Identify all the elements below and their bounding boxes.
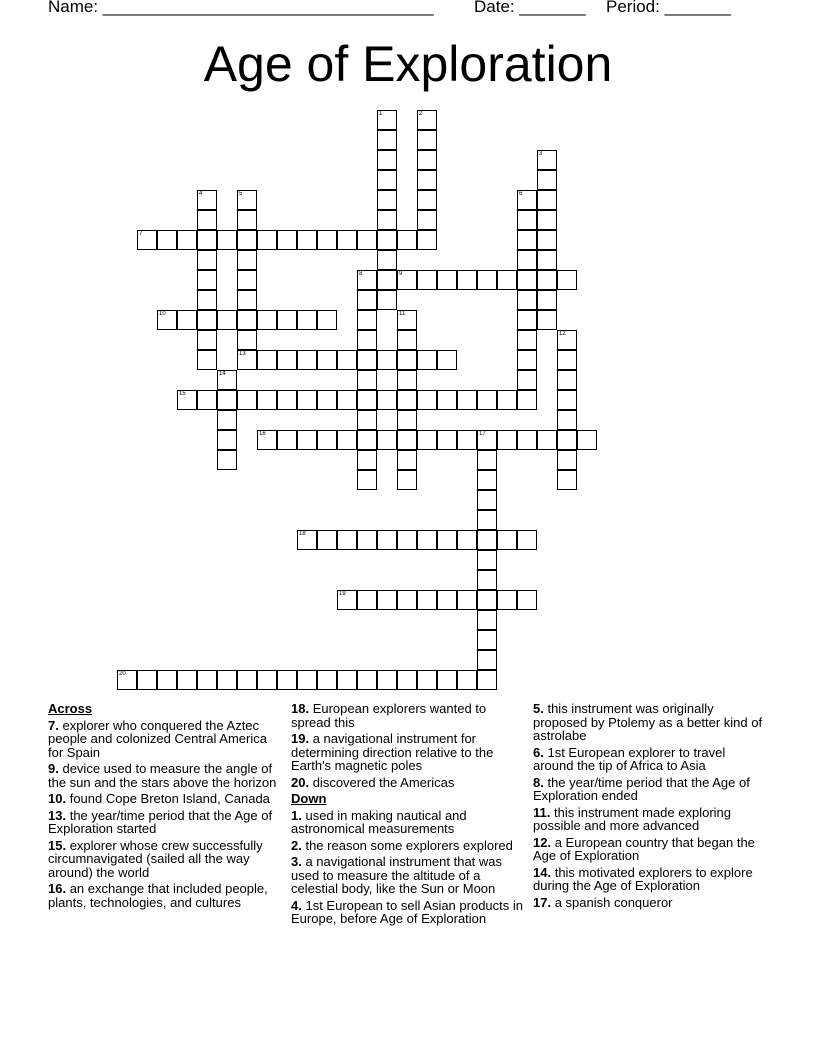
clue-down-8 [533,776,769,803]
grid-cell[interactable] [317,430,337,450]
grid-cell[interactable] [277,430,297,450]
grid-cell[interactable] [157,670,177,690]
grid-cell[interactable] [537,290,557,310]
grid-cell[interactable] [477,530,497,550]
grid-cell[interactable] [357,330,377,350]
grid-cell[interactable] [417,110,437,130]
name-field[interactable]: Name: ___________________________________ [48,0,434,16]
cell-number: 17 [479,431,486,437]
grid-cell[interactable] [497,390,517,410]
clue-text: used in making nautical and astronomical measurements [291,807,467,836]
grid-cell[interactable] [457,590,477,610]
grid-cell[interactable] [377,390,397,410]
grid-cell[interactable] [257,390,277,410]
grid-cell[interactable] [477,510,497,530]
grid-cell[interactable] [457,430,477,450]
grid-cell[interactable] [257,230,277,250]
clue-number: 1. [291,807,302,823]
grid-cell[interactable] [537,430,557,450]
puzzle-title: Age of Exploration [203,36,613,92]
grid-cell[interactable] [417,590,437,610]
clue-down-14 [533,866,769,893]
grid-cell[interactable] [357,270,377,290]
grid-cell[interactable] [417,670,437,690]
clue-across-19 [291,732,523,773]
clue-across-9 [48,762,284,789]
grid-cell[interactable] [317,530,337,550]
cell-number: 19 [339,591,346,597]
clue-text: device used to measure the angle of the sun and the stars above the horizon [48,761,277,790]
grid-cell[interactable] [217,310,237,330]
grid-cell[interactable] [417,230,437,250]
clue-text: an exchange that included people, plants, technologies, and cultures [48,881,268,910]
grid-cell[interactable] [357,350,377,370]
grid-cell[interactable] [237,390,257,410]
grid-cell[interactable] [277,230,297,250]
clue-text: a navigational instrument for determining direction relative to the Earth's magnetic poles [291,731,494,773]
grid-cell[interactable] [397,470,417,490]
grid-cell[interactable] [557,370,577,390]
grid-cell[interactable] [517,190,537,210]
grid-cell[interactable] [417,190,437,210]
grid-cell[interactable] [417,350,437,370]
grid-cell[interactable] [257,430,277,450]
grid-cell[interactable] [437,390,457,410]
grid-cell[interactable] [177,670,197,690]
grid-cell[interactable] [537,230,557,250]
grid-cell[interactable] [337,670,357,690]
clue-text: 1st European to sell Asian products in Europe, before Age of Exploration [291,897,523,926]
grid-cell[interactable] [557,350,577,370]
clue-down-12 [533,836,769,863]
grid-cell[interactable] [377,130,397,150]
grid-cell[interactable] [377,290,397,310]
clue-number: 16. [48,881,67,896]
grid-cell[interactable] [237,270,257,290]
grid-cell[interactable] [277,350,297,370]
grid-cell[interactable] [297,670,317,690]
grid-cell[interactable] [517,530,537,550]
grid-cell[interactable] [517,370,537,390]
clue-text: this instrument made exploring possible and more advanced [533,804,732,833]
clue-number: 18. [291,701,310,716]
grid-cell[interactable] [317,230,337,250]
grid-cell[interactable] [437,270,457,290]
grid-cell[interactable] [197,290,217,310]
cell-number: 11 [399,311,406,317]
clue-number: 7. [48,717,59,733]
grid-cell[interactable] [357,310,377,330]
grid-cell[interactable] [277,390,297,410]
clue-number: 17. [533,894,552,910]
clue-column-left [48,702,284,912]
clue-number: 10. [48,791,67,806]
grid-cell[interactable] [197,250,217,270]
clue-down-1 [291,809,523,836]
grid-cell[interactable] [377,430,397,450]
grid-cell[interactable] [317,390,337,410]
cell-number: 18 [299,531,306,537]
grid-cell[interactable] [217,370,237,390]
grid-cell[interactable] [197,230,217,250]
grid-cell[interactable] [177,230,197,250]
clue-text: the year/time period that the Age of Exploration started [48,807,273,836]
grid-cell[interactable] [217,390,237,410]
cell-number: 9 [399,271,403,277]
grid-cell[interactable] [457,530,477,550]
cell-number: 8 [359,271,363,277]
clue-down-4 [291,899,523,926]
cell-number: 2 [419,111,423,117]
grid-cell[interactable] [337,230,357,250]
grid-cell[interactable] [217,410,237,430]
grid-cell[interactable] [337,390,357,410]
grid-cell[interactable] [537,250,557,270]
clue-number: 2. [291,837,302,853]
grid-cell[interactable] [297,350,317,370]
grid-cell[interactable] [477,490,497,510]
cell-number: 13 [239,351,246,357]
grid-cell[interactable] [457,270,477,290]
grid-cell[interactable] [477,430,497,450]
grid-cell[interactable] [397,270,417,290]
grid-cell[interactable] [437,350,457,370]
clue-column-middle [291,702,523,929]
grid-cell[interactable] [557,450,577,470]
grid-cell[interactable] [377,170,397,190]
grid-cell[interactable] [517,270,537,290]
grid-cell[interactable] [477,470,497,490]
clue-text: found Cope Breton Island, Canada [69,791,270,806]
clue-down-3 [291,855,523,896]
grid-cell[interactable] [377,250,397,270]
grid-cell[interactable] [357,450,377,470]
grid-cell[interactable] [537,150,557,170]
grid-cell[interactable] [397,590,417,610]
grid-cell[interactable] [477,630,497,650]
clue-number: 9. [48,761,59,776]
clue-text: European explorers wanted to spread this [291,701,487,730]
grid-cell[interactable] [277,670,297,690]
grid-cell[interactable] [357,410,377,430]
clue-text: this motivated explorers to explore during the Age of Exploration [533,864,753,893]
grid-cell[interactable] [517,390,537,410]
clue-number: 13. [48,807,67,823]
grid-cell[interactable] [237,190,257,210]
grid-cell[interactable] [357,470,377,490]
grid-cell[interactable] [437,530,457,550]
grid-cell[interactable] [477,390,497,410]
period-field[interactable]: Period: _______ [606,0,731,16]
grid-cell[interactable] [557,330,577,350]
grid-cell[interactable] [197,350,217,370]
grid-cell[interactable] [357,390,377,410]
grid-cell[interactable] [117,670,137,690]
grid-cell[interactable] [357,370,377,390]
grid-cell[interactable] [177,310,197,330]
cell-number: 1 [379,111,383,117]
grid-cell[interactable] [537,190,557,210]
grid-cell[interactable] [157,310,177,330]
grid-cell[interactable] [477,590,497,610]
grid-cell[interactable] [397,350,417,370]
clue-number: 14. [533,864,552,880]
clue-down-5 [533,702,769,743]
grid-cell[interactable] [377,530,397,550]
grid-cell[interactable] [197,210,217,230]
grid-cell[interactable] [237,290,257,310]
clue-text: a spanish conqueror [554,894,673,910]
grid-cell[interactable] [377,110,397,130]
grid-cell[interactable] [437,590,457,610]
grid-cell[interactable] [197,390,217,410]
grid-cell[interactable] [397,310,417,330]
grid-cell[interactable] [537,310,557,330]
clue-number: 15. [48,837,67,853]
grid-cell[interactable] [457,390,477,410]
grid-cell[interactable] [277,310,297,330]
grid-cell[interactable] [237,330,257,350]
grid-cell[interactable] [217,450,237,470]
grid-cell[interactable] [357,670,377,690]
clue-text: 1st European explorer to travel around the tip of Africa to Asia [533,744,726,773]
grid-cell[interactable] [417,210,437,230]
grid-cell[interactable] [397,230,417,250]
grid-cell[interactable] [217,670,237,690]
grid-cell[interactable] [377,670,397,690]
grid-cell[interactable] [517,350,537,370]
grid-cell[interactable] [397,530,417,550]
clue-down-6 [533,746,769,773]
grid-cell[interactable] [357,430,377,450]
grid-cell[interactable] [417,390,437,410]
grid-cell[interactable] [237,250,257,270]
grid-cell[interactable] [577,430,597,450]
grid-cell[interactable] [557,470,577,490]
grid-cell[interactable] [557,270,577,290]
grid-cell[interactable] [377,230,397,250]
grid-cell[interactable] [377,270,397,290]
grid-cell[interactable] [437,430,457,450]
grid-cell[interactable] [337,530,357,550]
grid-cell[interactable] [417,430,437,450]
clue-number: 6. [533,744,544,760]
clue-across-16 [48,882,284,909]
grid-cell[interactable] [517,250,537,270]
clue-across-10 [48,792,284,806]
grid-cell[interactable] [517,430,537,450]
cell-number: 12 [559,331,566,337]
grid-cell[interactable] [297,530,317,550]
grid-cell[interactable] [537,270,557,290]
cell-number: 20 [119,671,126,677]
grid-cell[interactable] [237,310,257,330]
date-field[interactable]: Date: _______ [474,0,586,16]
grid-cell[interactable] [337,430,357,450]
grid-cell[interactable] [197,310,217,330]
grid-cell[interactable] [397,430,417,450]
grid-cell[interactable] [497,270,517,290]
grid-cell[interactable] [477,650,497,670]
grid-cell[interactable] [377,210,397,230]
clue-across-20 [291,776,523,790]
grid-cell[interactable] [297,230,317,250]
grid-cell[interactable] [297,310,317,330]
grid-cell[interactable] [217,430,237,450]
grid-cell[interactable] [417,130,437,150]
grid-cell[interactable] [537,170,557,190]
grid-cell[interactable] [317,350,337,370]
grid-cell[interactable] [477,610,497,630]
grid-cell[interactable] [197,190,217,210]
grid-cell[interactable] [437,670,457,690]
clue-text: discovered the Americas [312,774,455,790]
grid-cell[interactable] [177,390,197,410]
clue-across-7 [48,719,284,760]
grid-cell[interactable] [237,670,257,690]
cell-number: 7 [139,231,143,237]
grid-cell[interactable] [137,230,157,250]
clue-text: the reason some explorers explored [305,837,513,853]
grid-cell[interactable] [397,450,417,470]
grid-cell[interactable] [377,190,397,210]
grid-cell[interactable] [517,290,537,310]
clue-text: this instrument was originally proposed by Ptolemy as a better kind of astrolabe [533,701,763,743]
clue-down-2 [291,839,523,853]
clue-down-17 [533,896,769,910]
grid-cell[interactable] [297,390,317,410]
clue-text: the year/time period that the Age of Exploration ended [533,774,750,803]
grid-cell[interactable] [517,310,537,330]
grid-cell[interactable] [357,530,377,550]
clue-number: 4. [291,897,302,913]
cell-number: 4 [199,191,203,197]
grid-cell[interactable] [517,210,537,230]
clue-number: 3. [291,854,302,869]
grid-cell[interactable] [417,270,437,290]
clue-text: explorer who conquered the Aztec people and colonized Central America for Spain [48,717,267,760]
grid-cell[interactable] [357,230,377,250]
clue-number: 12. [533,834,552,850]
grid-cell[interactable] [537,210,557,230]
grid-cell[interactable] [477,550,497,570]
grid-cell[interactable] [397,670,417,690]
grid-cell[interactable] [517,230,537,250]
grid-cell[interactable] [497,430,517,450]
grid-cell[interactable] [517,590,537,610]
grid-cell[interactable] [557,430,577,450]
grid-cell[interactable] [557,390,577,410]
grid-cell[interactable] [337,590,357,610]
grid-cell[interactable] [497,590,517,610]
grid-cell[interactable] [257,670,277,690]
cell-number: 10 [159,311,166,317]
grid-cell[interactable] [357,590,377,610]
clue-across-18 [291,702,523,729]
grid-cell[interactable] [397,370,417,390]
grid-cell[interactable] [377,150,397,170]
grid-cell[interactable] [357,290,377,310]
clue-number: 5. [533,701,544,716]
grid-cell[interactable] [297,430,317,450]
grid-cell[interactable] [317,670,337,690]
cell-number: 5 [239,191,243,197]
grid-cell[interactable] [237,230,257,250]
grid-cell[interactable] [317,310,337,330]
clue-down-11 [533,806,769,833]
grid-cell[interactable] [457,670,477,690]
grid-cell[interactable] [137,670,157,690]
clue-text: explorer whose crew successfully circumnavigated (sailed all the way around) the world [48,837,263,880]
cell-number: 15 [179,391,186,397]
grid-cell[interactable] [377,350,397,370]
cell-number: 16 [259,431,266,437]
grid-cell[interactable] [397,410,417,430]
grid-cell[interactable] [517,330,537,350]
grid-cell[interactable] [477,270,497,290]
grid-cell[interactable] [157,230,177,250]
clue-number: 19. [291,731,310,746]
clue-text: a navigational instrument that was used to measure the altitude of a celestial body, like the Sun or Moon [291,854,503,896]
clue-text: a European country that began the Age of Exploration [533,834,755,863]
clue-number: 20. [291,774,310,790]
grid-cell[interactable] [477,450,497,470]
grid-cell[interactable] [477,670,497,690]
grid-cell[interactable] [237,350,257,370]
grid-cell[interactable] [337,350,357,370]
cell-number: 3 [539,151,543,157]
clue-number: 11. [533,804,551,820]
grid-cell[interactable] [497,530,517,550]
clue-number: 8. [533,774,544,790]
clue-column-right [533,702,769,912]
grid-cell[interactable] [257,310,277,330]
grid-cell[interactable] [237,210,257,230]
grid-cell[interactable] [397,390,417,410]
grid-cell[interactable] [197,670,217,690]
clue-across-13 [48,809,284,836]
grid-cell[interactable] [257,350,277,370]
grid-cell[interactable] [397,330,417,350]
grid-cell[interactable] [197,330,217,350]
down-heading: Down [291,791,327,806]
grid-cell[interactable] [217,230,237,250]
grid-cell[interactable] [417,150,437,170]
grid-cell[interactable] [557,410,577,430]
clue-across-15 [48,839,284,880]
grid-cell[interactable] [197,270,217,290]
cell-number: 6 [519,191,523,197]
cell-number: 14 [219,371,226,377]
grid-cell[interactable] [377,590,397,610]
across-heading: Across [48,701,93,716]
grid-cell[interactable] [477,570,497,590]
grid-cell[interactable] [417,530,437,550]
grid-cell[interactable] [417,170,437,190]
